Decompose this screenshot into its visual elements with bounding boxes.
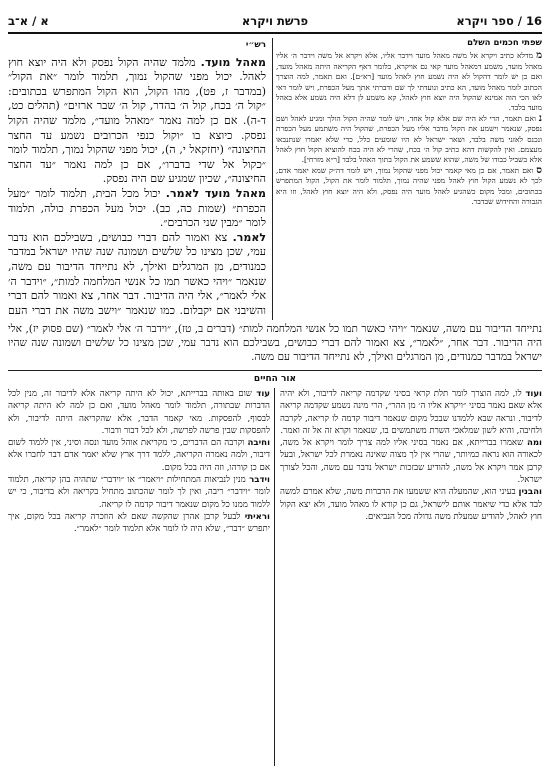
or-hachaim-para [280, 486, 542, 523]
or-hachaim-heading: ומה [526, 438, 542, 449]
sifsei-para [276, 51, 542, 113]
or-hachaim-text: וקרבה הם הדברים, כי מקריאת אוהל מועד ונסה וסיני, אין ללמוד לשום דיבור, ולמה נאמרה הקריאה, ללמד דרך ארץ שלא יאמר אדם דבר לחברו אלא אם כן קורהו, וזה היה בכל מקום. [8, 438, 270, 473]
or-hachaim-text: לבעל קרבן אהרן שהקשה שאם לא הוזכרה קריאה בכל מקום, איך יתפרש ״דבר״, שלא היה לו לומר אלא תלמוד לומר ״לאמר״. [8, 511, 270, 535]
sifsei-chachamim-column [276, 38, 542, 320]
or-hachaim-text: לו, למה הוצרך לומר תלת קראי בסיני שקדמה קריאה לדיבור, ולא יהיה אלא שאם נאמר בסיני ״ויקרא אליו ה׳ מן ההר״, הרי מינה נשמע שקדמה קריאה לדיבור. ונראה שבא ללמדנו שבכל מקום שנאמר דיבור קדמה לו קריאה, לקרבה ולחיבה, והיא לשון שמלאכי השרת משתמשים בו, שנאמר וקרא זה אל זה ואמר. [280, 389, 542, 436]
continuation-text [8, 322, 542, 366]
column-divider [274, 388, 275, 766]
rashi-text: מלמד שהיה הקול נפסק ולא היה יוצא חוץ לאהל. יכול מפני שהקול נמוך, תלמוד לומר ״את הקול״ (במדבר ז, פט), מהו הקול, הוא הקול המתפרש בכתובים: ״קול ה׳ בכח, קול ה׳ בהדר, קול ה׳ שבר ארזים״ (תהלים כט, ד-ה). אם כן למה נאמר ״מאהל מועד״, מלמד שהיה הקול נפסק. כיוצא בו ״וקול כנפי הכרובים נשמע עד החצר החיצונה״ (יחזקאל י, ה), יכול מפני שהקול נמוך, תלמוד לומר ״כקול אל שדי בדברו״, אם כן למה נאמר ״עד החצר החיצונה״, שכיון שמגיע שם היה נפסק. [8, 55, 266, 186]
header-right: 16 / ספר ויקרא [456, 14, 542, 28]
continuation-body: נתייחד הדיבור עם משה, שנאמר ״ויהי כאשר תמו כל אנשי המלחמה למות״ (דברים ב, טז), ״וידבר ה׳ אלי לאמר״ (שם פסוק יז), אלי היה הדיבור. דבר אחר, ״לאמר״, צא ואמור להם דברי כבושים, בשבילכם הוא נדבר עמי, שכן מצינו כל שלשים ושמונה שנה שהיו ישראל במדבר כמנודים, מן המרגלים ואילך, לא נתייחד הדיבור עם משה. [8, 323, 542, 363]
section-rule [8, 370, 542, 371]
rashi-para [8, 187, 266, 231]
or-hachaim-heading: והבנין [518, 487, 542, 498]
rashi-column [8, 38, 266, 320]
rashi-para [8, 231, 266, 320]
sifsei-para [276, 114, 542, 166]
sifsei-text: ואם תאמר, הרי לא היה שם אלא קול אחד, ויש לומר שהיה הקול הולך ומגיע לאהל ושם נפסק, שנאמר וישמע את הקול מדבר אליו מעל הכפרת, שהקול היה משתמע מעל הכפרת ונכנס לאזני משה בלבד, ושאר ישראל לא היו שומעים כלל, כדי שלא יאמרו שנתנבאו מעצמם. ואין להקשות דהא כתיב קול ה׳ בכח, שהרי לא היה בכח להוציא הקול חוץ לאהל אלא בשביל כבודו של משה, שהוא ששמע את הקול בתוך האהל בלבד [ר״א מזרחי]. [276, 113, 542, 165]
rashi-dibur-hamatchil: לאמר. [232, 230, 266, 244]
or-hachaim-right-column [280, 388, 542, 766]
rashi-text: צא ואמור להם דברי כבושים, בשבילכם הוא נדבר עמי, שכן מצינו כל שלשים ושמונה שנה שהיו ישראל במדבר כמנודים, מן המרגלים ואילך, לא נתייחד הדיבור עם משה, שנאמר ״ויהי כאשר תמו כל אנשי המלחמה למות״, ״וידבר ה׳ אלי לאמר״, אלי היה הדיבור. דבר אחר, צא ואמור להם דברי והשיבני אם יקבלום. כמו שנאמר ״וישב משה את דברי העם [8, 230, 266, 317]
or-hachaim-para [8, 474, 270, 511]
sifsei-letter: מ [536, 50, 542, 62]
book-title: ספר ויקרא [456, 14, 514, 28]
or-hachaim-text: שאמרו בברייתא, אם נאמר בסיני אליו למה צריך לומר ויקרא אל משה, לכאורה הוא נראה כמיותר, שהרי אין לך מצוה שאינה נאמרת לכל ישראל, ובעל קרבן אמר ויקרא אל משה, להודיע שבזכות ישראל נדבר עם משה, והכל לצורך ישראל. [280, 438, 542, 486]
rashi-text: יכול מכל הבית, תלמוד לומר ״מעל הכפרת״ (שמות כה, כב). יכול מעל הכפרת כולה, תלמוד לומר ״מבין שני הכרבים״. [8, 186, 266, 230]
or-hachaim-text: שום באותה בברייתא, יכול לא היתה קריאה אלא לדיבור זה, מנין לכל הדברות שבתורה, תלמוד לומר מאהל מועד, ואם כן למה לא היתה קריאה לבסוף, להפסקות. מאי קאמר הדבר, אלא שהקריאה היתה לדיבור, ולא להפסקות שבין פרשה לפרשה, ולא לכל דבור ודבור. [8, 389, 270, 436]
parashah-title: פרשת ויקרא [241, 14, 309, 28]
sifsei-text: ואם תאמר, אם כן מאי קאמר יכול מפני שהקול נמוך, ויש לומר דה״ק שמא יאמר אדם, לכך לא נשמע הקול חוץ לאהל מפני שהיה נמוך, תלמוד לומר את הקול, הקול המתפרש בכתובים, ומכל מקום כשהגיע לאהל מועד היה נפסק, ולא היה יוצא חוץ לאהל, וזו היא הגבורה והחידוש שבדבר. [276, 165, 542, 207]
or-hachaim-para [8, 437, 270, 474]
or-hachaim-left-column [8, 388, 270, 766]
rashi-dibur-hamatchil: מאהל מועד לאמר. [165, 186, 266, 200]
sifsei-letter: ס [536, 164, 542, 176]
or-hachaim-heading: וראיתי [244, 511, 270, 522]
or-hachaim-heading: עוד [256, 389, 270, 399]
rashi-title: רש״י [245, 40, 266, 50]
rashi-dibur-hamatchil: מאהל מועד. [200, 55, 266, 69]
sifsei-letter: נ [538, 112, 542, 124]
or-hachaim-para [280, 388, 542, 437]
page-header [8, 12, 542, 30]
sifsei-chachamim-title: שפתי חכמים השלם [467, 38, 542, 48]
chapter-verse: א / א־ב [8, 14, 49, 28]
or-hachaim-para [8, 388, 270, 437]
or-hachaim-heading: ועוד [525, 389, 542, 399]
or-hachaim-para [8, 511, 270, 536]
header-rule [8, 32, 542, 34]
or-hachaim-text: מנין לנביאות המתחילות ״ויאמר״ או ״וידבר״ שתהיה בהן קריאה, תלמוד לומר ״וידבר״ ריבה, ואין לך לומר שהכתוב מתחיל בקריאה ולא בדיבור, כי יש ללמוד ממנו כל מקום שנאמר דיבור קדמה לו קריאה. [8, 475, 270, 510]
rashi-para [8, 56, 266, 187]
or-hachaim-para [280, 437, 542, 486]
column-divider [272, 38, 273, 320]
or-hachaim-heading: וחיבה [247, 438, 270, 449]
or-hachaim-text: בעיני הוא, שהמעלה היא ששמעו את הדברות משה, שלא אמרם למשה לבד אלא כדי שיאמר אותם לישראל, גם כן קורא לו מאהל מועד, ולא יצא הקול חוץ לאהל, להודיע שמעלת משה גדולה מכל הנביאים. [280, 487, 542, 522]
or-hachaim-heading: וידבר [249, 475, 270, 486]
or-hachaim-title: אור החיים [253, 374, 297, 384]
sifsei-para [276, 166, 542, 208]
sifsei-text: מדלא כתיב ויקרא אל משה מאהל מועד וידבר אליו, אלא ויקרא אל משה וידבר ה׳ אליו מאהל מועד, משמע דמאהל מועד קאי גם אויקרא, כלומר דאף הקריאה היתה מאהל מועד, ואם כן יש לומר דהקול לא היה נשמע חוץ לאהל מועד [רא״ם]. ואם תאמר, למה הוצרך הכתוב לומר מאהל מועד, הא כתיב ונועדתי לך שם ודברתי אתך מעל הכפרת, ויש לומר דאי לאו הכי הוה אמינא שהקול היה יוצא חוץ לאהל, קא משמע לן דלא היה נשמע אלא באהל מועד בלבד. [276, 51, 542, 113]
page-number: 16 [525, 14, 542, 28]
